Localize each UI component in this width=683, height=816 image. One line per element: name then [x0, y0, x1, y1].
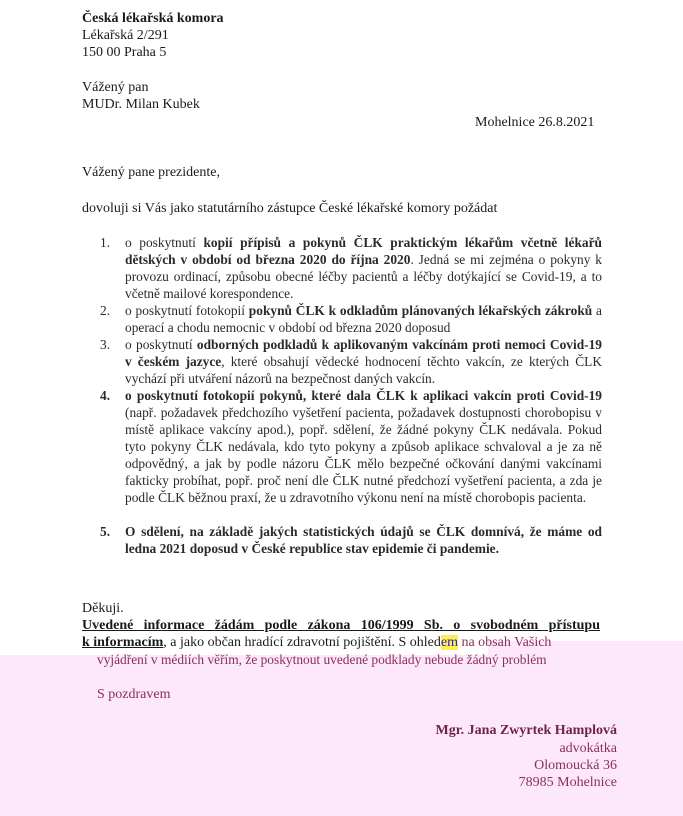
closing-line-1: k informacím, a jako občan hradící zdravotní pojištění. S ohledem na obsah Vašich: [82, 635, 552, 650]
item-number: 4.: [100, 388, 111, 403]
signature-city: 78985 Mohelnice: [518, 775, 617, 790]
signature-name: Mgr. Jana Zwyrtek Hamplová: [435, 723, 617, 738]
signature-title: advokátka: [559, 741, 617, 756]
list-item: 5. O sdělení, na základě jakých statistických údajů se ČLK domnívá, že máme od ledna 2021 doposud v České republice stav epidemie či pandemie.: [100, 524, 602, 556]
greeting: Vážený pane prezidente,: [82, 165, 220, 180]
item-number: 2.: [100, 303, 111, 318]
law-reference-line: Uvedené informace žádám podle zákona 106/1999 Sb. o svobodném přístupu: [82, 618, 600, 633]
recipient-city: 150 00 Praha 5: [82, 45, 167, 60]
list-item: 2. o poskytnutí fotokopií pokynů ČLK k odkladům plánovaných lékařských zákroků a operací a chodu nemocnic v období od března 2020 doposud: [100, 303, 602, 335]
intro-text: dovoluji si Vás jako statutárního zástupce České lékařské komory požádat: [82, 201, 498, 216]
recipient-street: Lékařská 2/291: [82, 28, 169, 43]
recipient-name: MUDr. Milan Kubek: [82, 97, 200, 112]
recipient-salutation-line: Vážený pan: [82, 80, 149, 95]
recipient-organization: Česká lékařská komora: [82, 11, 224, 26]
place-date: Mohelnice 26.8.2021: [475, 115, 595, 130]
list-item: 3. o poskytnutí odborných podkladů k aplikovaným vakcínám proti nemoci Covid-19 v českém jazyce, které obsahují vědecké hodnocení těchto vakcín, ze kterých ČLK vychází při utváření názorů na bezpečnost daných vakcín.: [100, 337, 602, 386]
item-number: 3.: [100, 337, 111, 352]
closing-line-2: vyjádření v médiích věřím, že poskytnout uvedené podklady nebude žádný problém: [97, 652, 547, 667]
item-number: 5.: [100, 524, 111, 539]
request-list: [100, 234, 602, 557]
list-item: 1. o poskytnutí kopií přípisů a pokynů ČLK praktickým lékařům včetně lékařů dětských v období od března 2020 do října 2020. Jedná se mi zejména o pokyny k provozu ordinací, způsobu obecné léčby pacientů a léčby dotýkající se Covid-19, a to včetně mailové korespondence.: [100, 235, 602, 301]
list-item: 4. o poskytnutí fotokopií pokynů, které dala ČLK k aplikaci vakcín proti Covid-19 (např. požadavek předchozího vyšetření pacienta, požadavek dostupnosti chorobopisu v místě aplikace vakcíny apod.), popř. sdělení, že žádné pokyny ČLK nedávala. Pokud tyto pokyny ČLK nedávala, kdo tyto pokyny a způsob aplikace schvaloval a je za ně odpovědný, a jak by podle názoru ČLK mělo bezpečné očkování danými vakcínami fakticky probíhat, popř. proč není dle ČLK nutné předchozí vyšetření pacienta, a zda je podle ČLK běžnou praxí, že u zdravotního výkonu není na místě chorobopis pacienta.: [100, 388, 602, 505]
regards: S pozdravem: [97, 687, 171, 702]
thanks: Děkuji.: [82, 601, 124, 616]
signature-street: Olomoucká 36: [534, 758, 617, 773]
item-number: 1.: [100, 235, 111, 250]
